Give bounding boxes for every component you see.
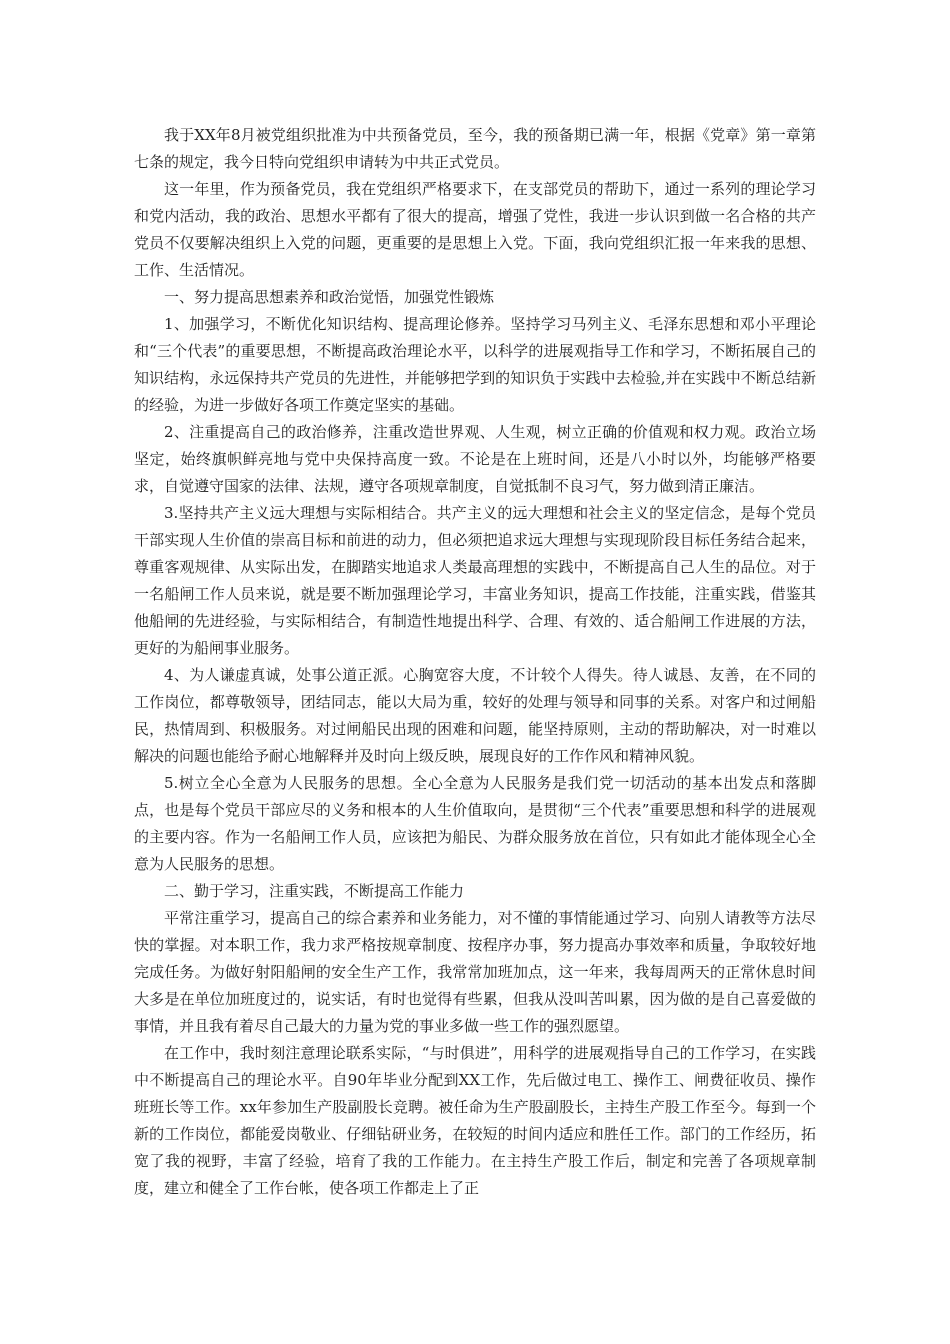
paragraph-point-2-political-cultivation: 2、注重提高自己的政治修养，注重改造世界观、人生观，树立正确的价值观和权力观。政治立场坚定，始终旗帜鲜亮地与党中央保持高度一致。不论是在上班时间，还是八小时以外，均能够严格要求，自觉遵守国家的法律、法规，遵守各项规章制度，自觉抵制不良习气，努力做到清正廉洁。: [134, 423, 816, 495]
section-heading-work-ability: 二、勤于学习，注重实践，不断提高工作能力: [164, 882, 465, 900]
paragraph-point-5-serve-people: 5.树立全心全意为人民服务的思想。全心全意为人民服务是我们党一切活动的基本出发点和落脚点，也是每个党员干部应尽的义务和根本的人生价值取向，是贯彻“三个代表”重要思想和科学的进展观的主要内容。作为一名船闸工作人员，应该把为船民、为群众服务放在首位，只有如此才能体现全心全意为人民服务的思想。: [134, 774, 816, 873]
paragraph-daily-study: 平常注重学习，提高自己的综合素养和业务能力，对不懂的事情能通过学习、向别人请教等方法尽快的掌握。对本职工作，我力求严格按规章制度、按程序办事，努力提高办事效率和质量，争取较好地完成任务。为做好射阳船闸的安全生产工作，我常常加班加点，这一年来，我每周两天的正常休息时间大多是在单位加班度过的，说实话，有时也觉得有些累，但我从没叫苦叫累，因为做的是自己喜爱做的事情，并且我有着尽自己最大的力量为党的事业多做一些工作的强烈愿望。: [134, 909, 816, 1035]
paragraph-application-statement: 我于XX年8月被党组织批准为中共预备党员，至今，我的预备期已满一年，根据《党章》第一章第七条的规定，我今日特向党组织申请转为中共正式党员。: [134, 126, 816, 171]
paragraph-point-4-integrity: 4、为人谦虚真诚，处事公道正派。心胸宽容大度，不计较个人得失。待人诚恳、友善，在不同的工作岗位，都尊敬领导，团结同志，能以大局为重，较好的处理与领导和同事的关系。对客户和过闸船民，热情周到、积极服务。对过闸船民出现的困难和问题，能坚持原则，主动的帮助解决，对一时难以解决的问题也能给予耐心地解释并及时向上级反映，展现良好的工作作风和精神风貌。: [134, 666, 816, 765]
section-heading-political-awareness: 一、努力提高思想素养和政治觉悟，加强党性锻炼: [164, 288, 495, 306]
paragraph-year-overview: 这一年里，作为预备党员，我在党组织严格要求下，在支部党员的帮助下，通过一系列的理论学习和党内活动，我的政治、思想水平都有了很大的提高，增强了党性，我进一步认识到做一名合格的共产党员不仅要解决组织上入党的问题，更重要的是思想上入党。下面，我向党组织汇报一年来我的思想、工作、生活情况。: [134, 180, 816, 279]
document-body: [134, 122, 816, 1202]
paragraph-work-practice: 在工作中，我时刻注意理论联系实际，“与时俱进”，用科学的进展观指导自己的工作学习，在实践中不断提高自己的理论水平。自90年毕业分配到XX工作，先后做过电工、操作工、闸费征收员、操作班班长等工作。xx年参加生产股副股长竞聘。被任命为生产股副股长，主持生产股工作至今。每到一个新的工作岗位，都能爱岗敬业、仔细钻研业务，在较短的时间内适应和胜任工作。部门的工作经历，拓宽了我的视野，丰富了经验，培育了我的工作能力。在主持生产股工作后，制定和完善了各项规章制度，建立和健全了工作台帐，使各项工作都走上了正: [134, 1044, 816, 1197]
paragraph-point-1-study: 1、加强学习，不断优化知识结构、提高理论修养。坚持学习马列主义、毛泽东思想和邓小平理论和“三个代表”的重要思想，不断提高政治理论水平，以科学的进展观指导工作和学习，不断拓展自己的知识结构，永远保持共产党员的先进性，并能够把学到的知识负于实践中去检验,并在实践中不断总结新的经验，为进一步做好各项工作奠定坚实的基础。: [134, 315, 816, 414]
paragraph-point-3-ideals: 3.坚持共产主义远大理想与实际相结合。共产主义的远大理想和社会主义的坚定信念，是每个党员干部实现人生价值的崇高目标和前进的动力，但必须把追求远大理想与实现现阶段目标任务结合起来，尊重客观规律、从实际出发，在脚踏实地追求人类最高理想的实践中，不断提高自己人生的品位。对于一名船闸工作人员来说，就是要不断加强理论学习，丰富业务知识，提高工作技能，注重实践，借鉴其他船闸的先进经验，与实际相结合，有制造性地提出科学、合理、有效的、适合船闸工作进展的方法，更好的为船闸事业服务。: [134, 504, 816, 657]
